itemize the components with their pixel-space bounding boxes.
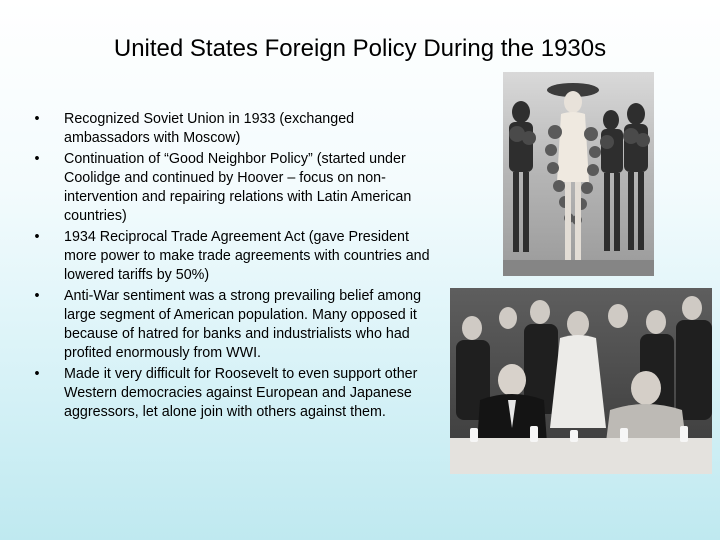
- bullet-text: Anti-War sentiment was a strong prevailing belief among large segment of American population. Many opposed it because of hatred for banks and industrialists who had profited enormously from WWI.: [64, 288, 422, 361]
- bullet-item: [30, 287, 440, 363]
- group-dinner-photo: [450, 288, 712, 474]
- bullet-text: Made it very difficult for Roosevelt to even support other Western democracies against European and Japanese aggressors, let alone join with others against them.: [64, 366, 418, 420]
- bullet-text: Continuation of “Good Neighbor Policy” (started under Coolidge and continued by Hoover – focus on non-intervention and repairing relations with Latin American countries): [64, 151, 412, 224]
- bullet-marker: •: [34, 111, 40, 127]
- bullet-marker: •: [34, 229, 40, 245]
- bullet-list: [30, 110, 440, 424]
- bullet-item: [30, 150, 440, 226]
- bullet-marker: •: [34, 366, 40, 382]
- slide-title: United States Foreign Policy During the 1930s: [113, 35, 607, 62]
- bullet-marker: •: [34, 288, 40, 304]
- bullet-item: [30, 228, 440, 285]
- bullet-item: [30, 365, 440, 422]
- bullet-marker: •: [34, 151, 40, 167]
- bullet-text: Recognized Soviet Union in 1933 (exchanged ambassadors with Moscow): [64, 111, 355, 146]
- bullet-item: [30, 110, 440, 148]
- bullet-text: 1934 Reciprocal Trade Agreement Act (gave President more power to make trade agreements with countries and lowered tariffs by 50%): [64, 229, 430, 283]
- showgirl-photo: [503, 72, 654, 276]
